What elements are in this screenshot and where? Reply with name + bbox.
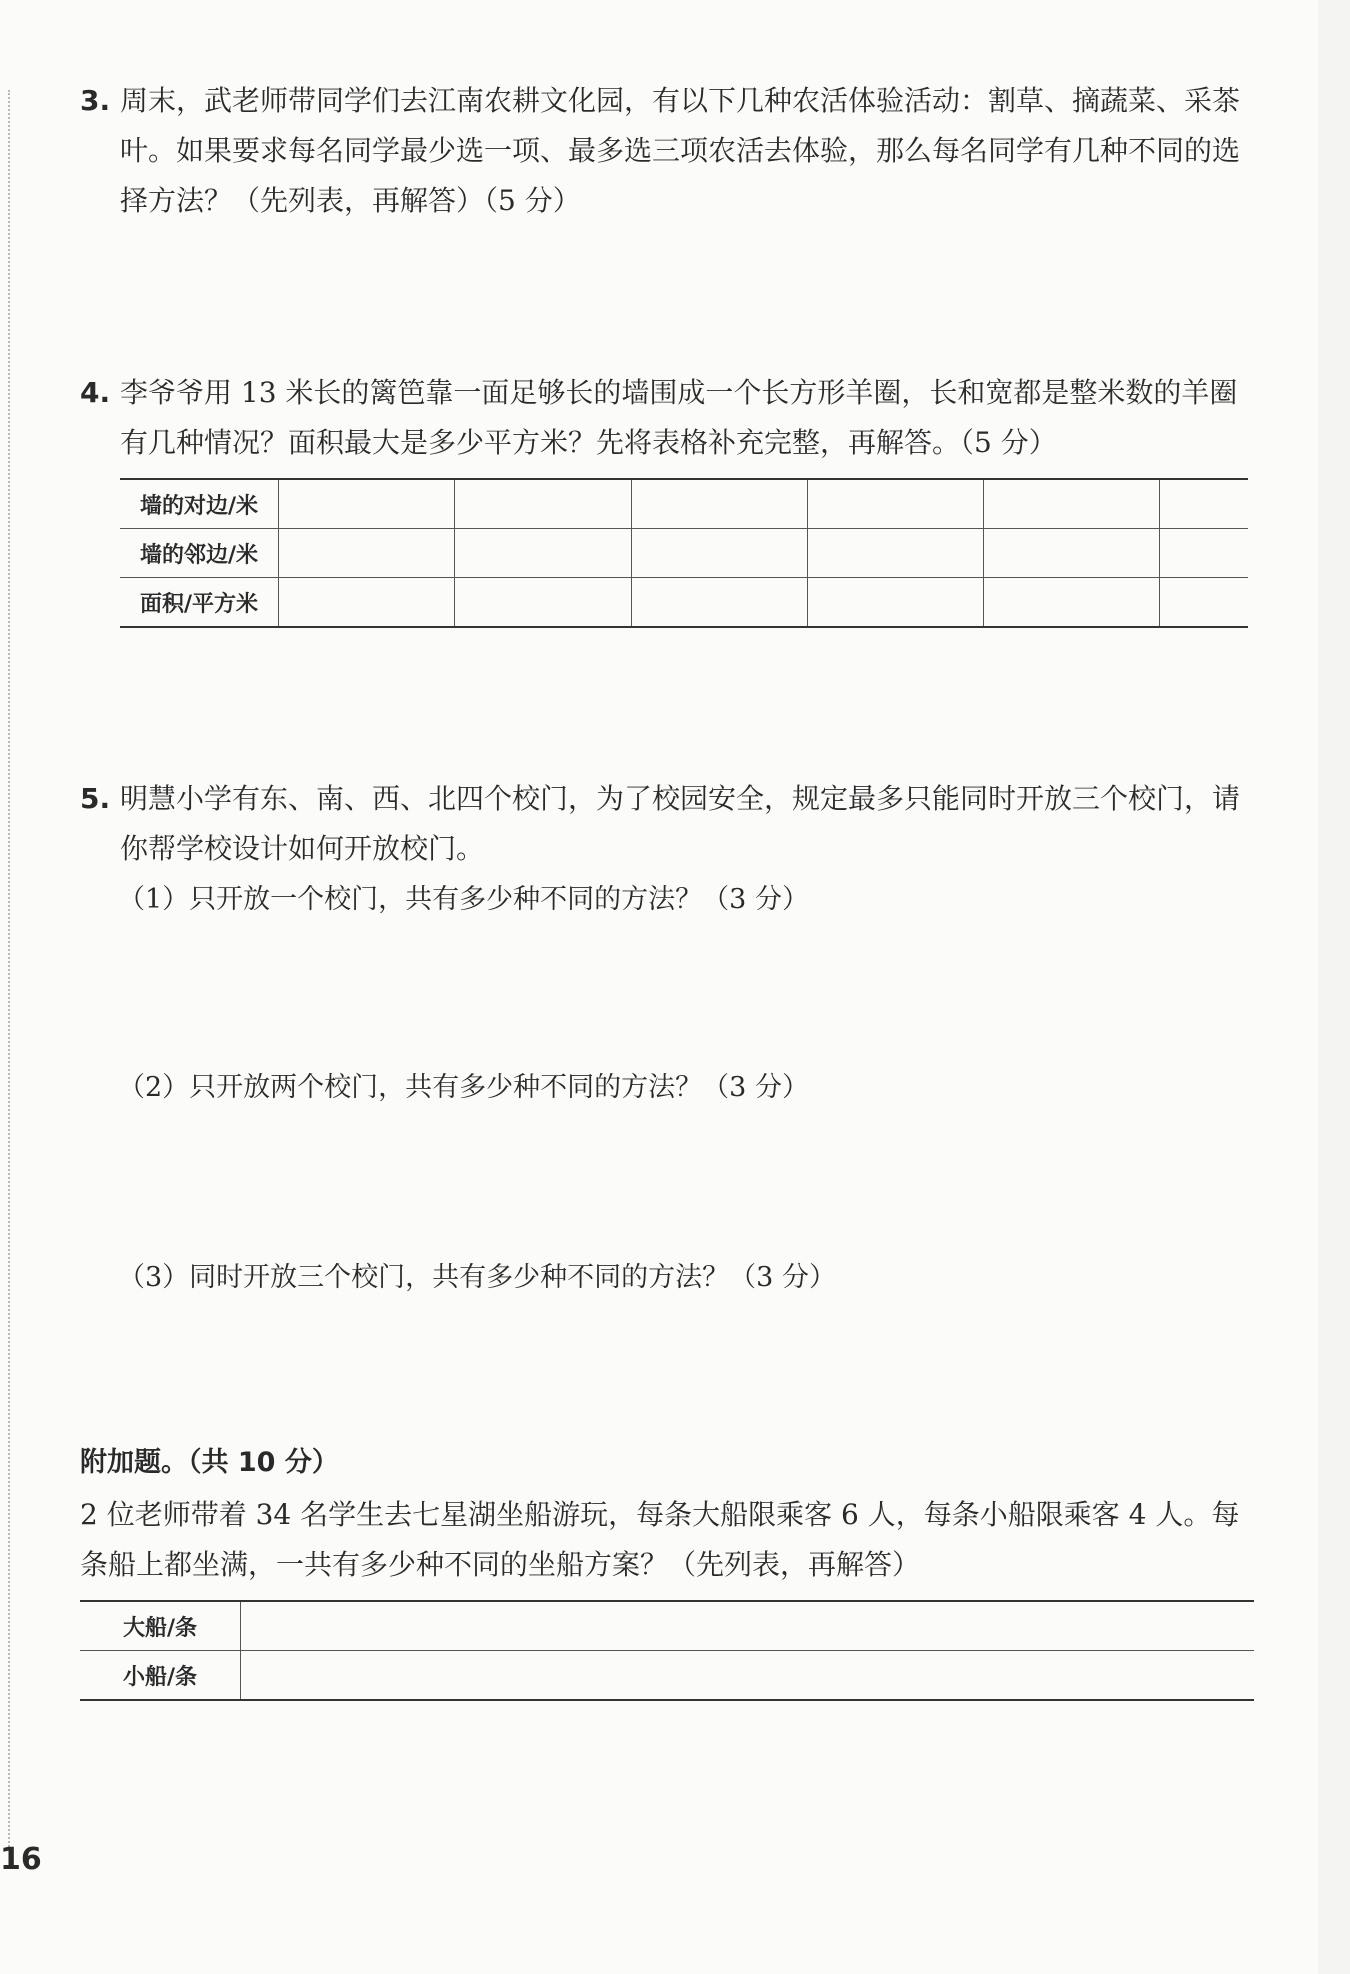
- fence-table: [120, 478, 1248, 628]
- answer-cell[interactable]: [984, 479, 1160, 529]
- table-row: [120, 578, 1248, 628]
- row-header: 小船/条: [80, 1651, 241, 1701]
- answer-cell[interactable]: [807, 578, 983, 628]
- row-header: 墙的对边/米: [120, 479, 279, 529]
- table-row: [80, 1601, 1254, 1651]
- answer-cell[interactable]: [807, 529, 983, 578]
- binding-dotted-line: [8, 90, 10, 1850]
- answer-cell[interactable]: [1160, 529, 1248, 578]
- question-5-number: 5.: [80, 782, 111, 815]
- answer-cell[interactable]: [1160, 479, 1248, 529]
- question-4-number: 4.: [80, 376, 111, 409]
- table-row: [120, 529, 1248, 578]
- page-number: 16: [0, 1842, 42, 1877]
- answer-cell[interactable]: [1160, 578, 1248, 628]
- question-5: [80, 774, 1260, 874]
- question-5-sub-3: （3）同时开放三个校门，共有多少种不同的方法？（3 分）: [118, 1262, 836, 1293]
- answer-cell[interactable]: [455, 578, 631, 628]
- answer-cell[interactable]: [631, 529, 807, 578]
- answer-cell[interactable]: [631, 479, 807, 529]
- bonus-text: 2 位老师带着 34 名学生去七星湖坐船游玩，每条大船限乘客 6 人，每条小船限乘客 4 人。每条船上都坐满，一共有多少种不同的坐船方案？（先列表，再解答）: [80, 1498, 1240, 1581]
- question-5-sub-2: （2）只开放两个校门，共有多少种不同的方法？（3 分）: [118, 1072, 809, 1103]
- answer-cell[interactable]: [279, 479, 455, 529]
- row-header: 墙的邻边/米: [120, 529, 279, 578]
- answer-cell[interactable]: [241, 1651, 1255, 1701]
- answer-cell[interactable]: [455, 529, 631, 578]
- row-header: 大船/条: [80, 1601, 241, 1651]
- row-header: 面积/平方米: [120, 578, 279, 628]
- question-5-text: 明慧小学有东、南、西、北四个校门，为了校园安全，规定最多只能同时开放三个校门，请你帮学校设计如何开放校门。: [120, 782, 1241, 865]
- boat-table: [80, 1600, 1254, 1701]
- answer-cell[interactable]: [455, 479, 631, 529]
- answer-cell[interactable]: [631, 578, 807, 628]
- table-row: [80, 1651, 1254, 1701]
- answer-cell[interactable]: [984, 529, 1160, 578]
- question-3-text: 周末，武老师带同学们去江南农耕文化园，有以下几种农活体验活动：割草、摘蔬菜、采茶叶。如果要求每名同学最少选一项、最多选三项农活去体验，那么每名同学有几种不同的选择方法？（先列表，再解答）（5 分）: [120, 84, 1241, 217]
- answer-cell[interactable]: [279, 578, 455, 628]
- answer-cell[interactable]: [241, 1601, 1255, 1651]
- question-3-number: 3.: [80, 84, 111, 117]
- question-3: [80, 76, 1260, 226]
- answer-cell[interactable]: [807, 479, 983, 529]
- table-row: [120, 479, 1248, 529]
- answer-cell[interactable]: [279, 529, 455, 578]
- bonus-title: 附加题。（共 10 分）: [80, 1447, 339, 1478]
- answer-cell[interactable]: [984, 578, 1160, 628]
- question-4: [80, 368, 1260, 468]
- question-5-sub-1: （1）只开放一个校门，共有多少种不同的方法？（3 分）: [118, 884, 809, 915]
- question-4-text: 李爷爷用 13 米长的篱笆靠一面足够长的墙围成一个长方形羊圈，长和宽都是整米数的羊圈有几种情况？面积最大是多少平方米？先将表格补充完整，再解答。（5 分）: [120, 376, 1238, 459]
